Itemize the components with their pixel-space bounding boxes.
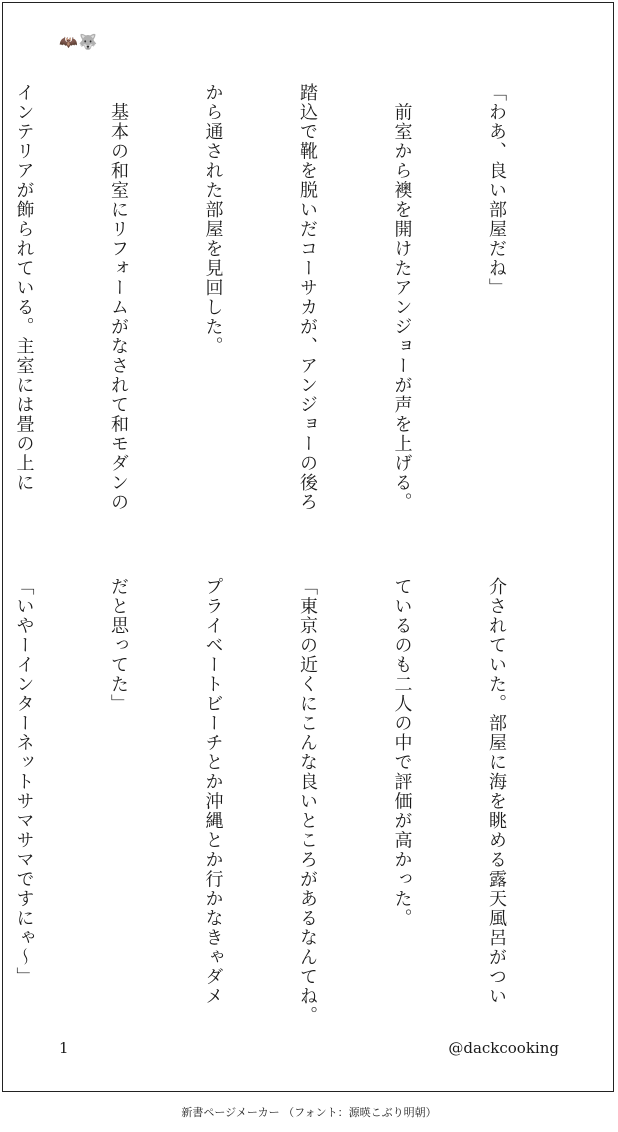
text-line: プライベートビーチとか沖縄とか行かなきゃダメ xyxy=(202,577,224,1006)
text-line: 「東京の近くにこんな良いところがあるなんてね。 xyxy=(297,577,318,1026)
text-line: インテリアが飾られている。主室には畳の上に xyxy=(13,83,35,493)
upper-text-block xyxy=(13,83,575,523)
generator-credit: 新書ページメーカー （フォント：源暎こぶり明朝） xyxy=(181,1106,437,1119)
header-icons xyxy=(59,35,98,50)
text-line: 前室から襖を開けたアンジョーが声を上げる。 xyxy=(391,83,413,512)
author-handle: @dackcooking xyxy=(448,1039,559,1057)
text-line: 基本の和室にリフォームがなされて和モダンの xyxy=(108,83,129,512)
wolf-icon: 🐺 xyxy=(78,33,99,51)
text-line: 踏込で靴を脱いだコーサカが、アンジョーの後ろ xyxy=(297,83,318,512)
text-line: 「わあ、良い部屋だね」 xyxy=(486,83,507,298)
lower-text-block xyxy=(13,577,575,1026)
text-line: だと思ってた」 xyxy=(108,577,129,714)
page-number: 1 xyxy=(59,1039,69,1057)
text-line: 介されていた。部屋に海を眺める露天風呂がつい xyxy=(486,577,507,1006)
page-frame xyxy=(2,2,614,1092)
text-line: 「いやーインターネットサマサマですにゃ～」 xyxy=(13,577,35,987)
text-line: から通された部屋を見回した。 xyxy=(202,83,224,356)
bat-icon: 🦇 xyxy=(59,33,79,51)
text-line: ているのも二人の中で評価が高かった。 xyxy=(391,577,413,928)
